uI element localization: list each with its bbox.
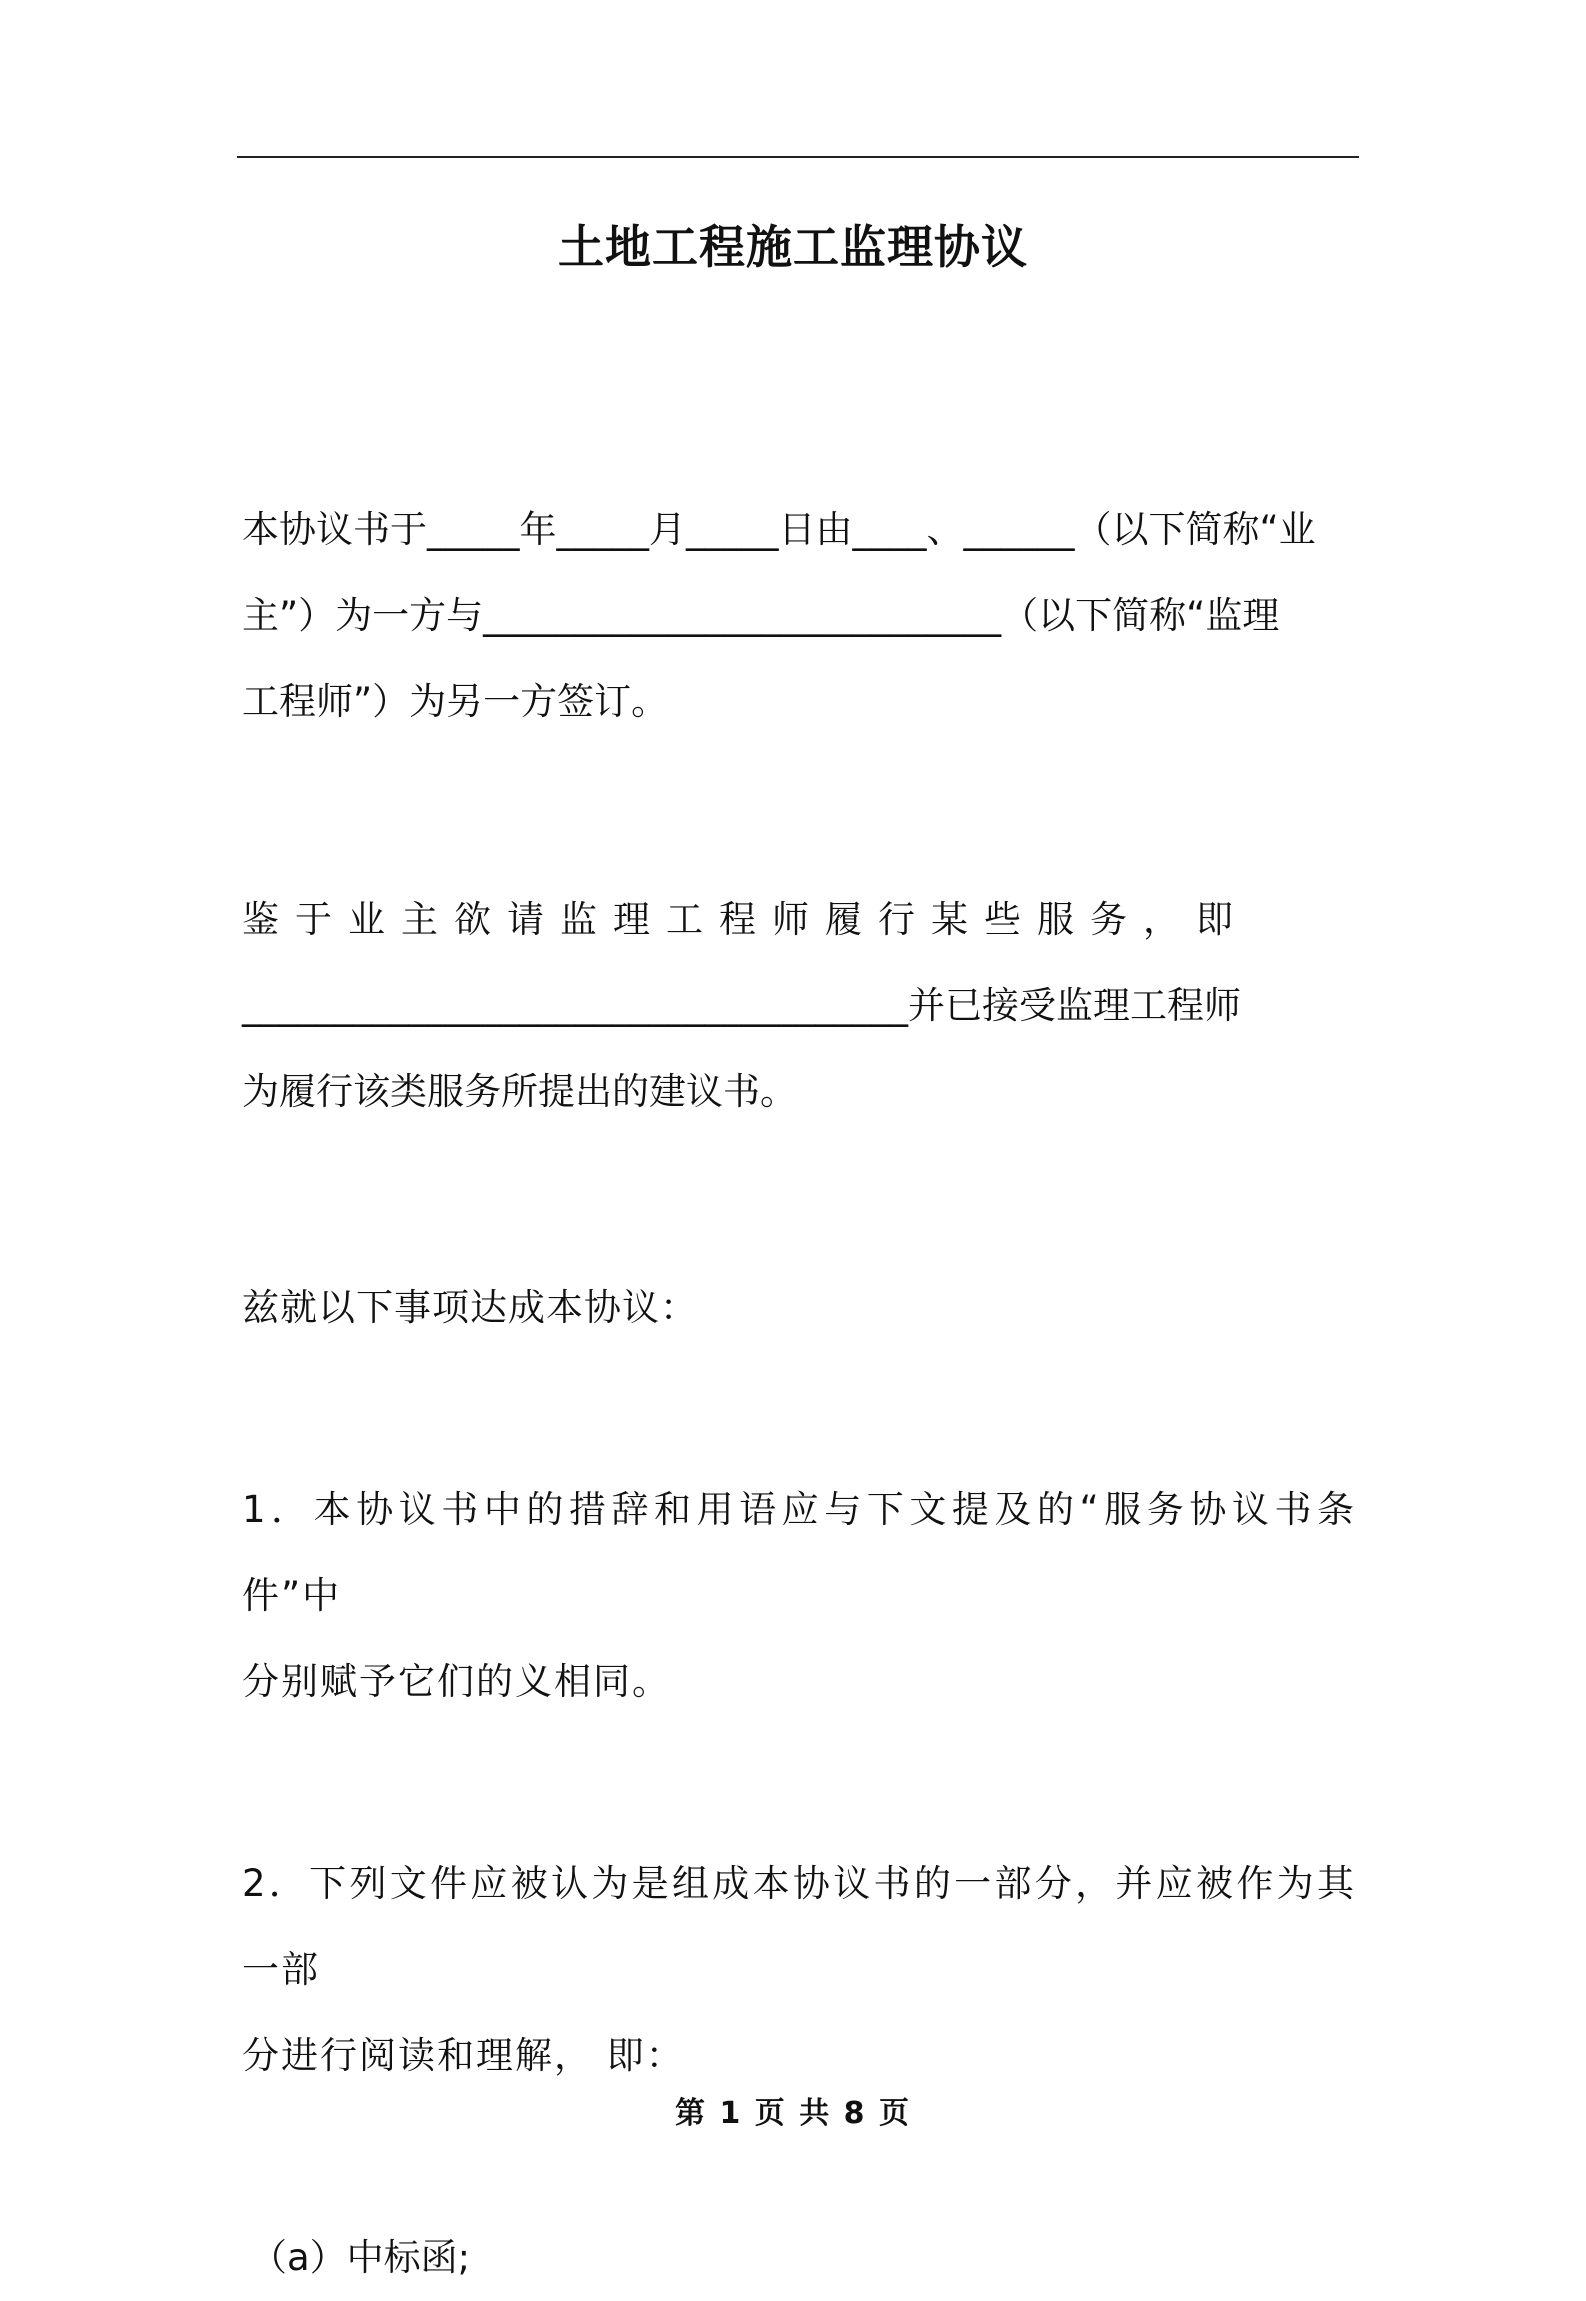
- paragraph-parties: [242, 487, 1356, 745]
- paragraph-line: 为履行该类服务所提出的建议书。: [242, 1070, 797, 1113]
- paragraph-line: 鉴于业主欲请监理工程师履行某些服务，即: [242, 898, 1249, 941]
- paragraph-line: 1．本协议书中的措辞和用语应与下文提及的“服务协议书条件”中: [242, 1488, 1356, 1617]
- paragraph-line: 分进行阅读和理解， 即：: [242, 2034, 685, 2077]
- header-rule: [237, 156, 1359, 158]
- paragraph-agreement-intro: [242, 1265, 1356, 1351]
- paragraph-line: （a）中标函;: [250, 2236, 471, 2279]
- paragraph-line: 2．下列文件应被认为是组成本协议书的一部分，并应被作为其一部: [242, 1862, 1356, 1991]
- page-footer: 第 1 页 共 8 页: [675, 2096, 911, 2131]
- clause-2-item-a: [242, 2215, 1356, 2301]
- document-body: [242, 487, 1356, 2301]
- paragraph-line-fragment: ____________________________________并已接受监理工程师: [242, 984, 1241, 1027]
- paragraph-line: 工程师”）为另一方签订。: [242, 680, 669, 723]
- paragraph-line: [242, 963, 1356, 1049]
- paragraph-services: [242, 877, 1356, 1135]
- clause-2: [242, 1841, 1356, 2099]
- paragraph-line: 本协议书于_____年_____月_____日由____、______（以下简称“业: [242, 508, 1316, 551]
- document-title: 土地工程施工监理协议: [558, 220, 1028, 274]
- paragraph-line: 兹就以下事项达成本协议：: [242, 1286, 698, 1329]
- clause-1: [242, 1467, 1356, 1725]
- paragraph-line: 分别赋予它们的义相同。: [242, 1660, 671, 1703]
- paragraph-line: 主”）为一方与____________________________（以下简称“监理: [242, 594, 1280, 637]
